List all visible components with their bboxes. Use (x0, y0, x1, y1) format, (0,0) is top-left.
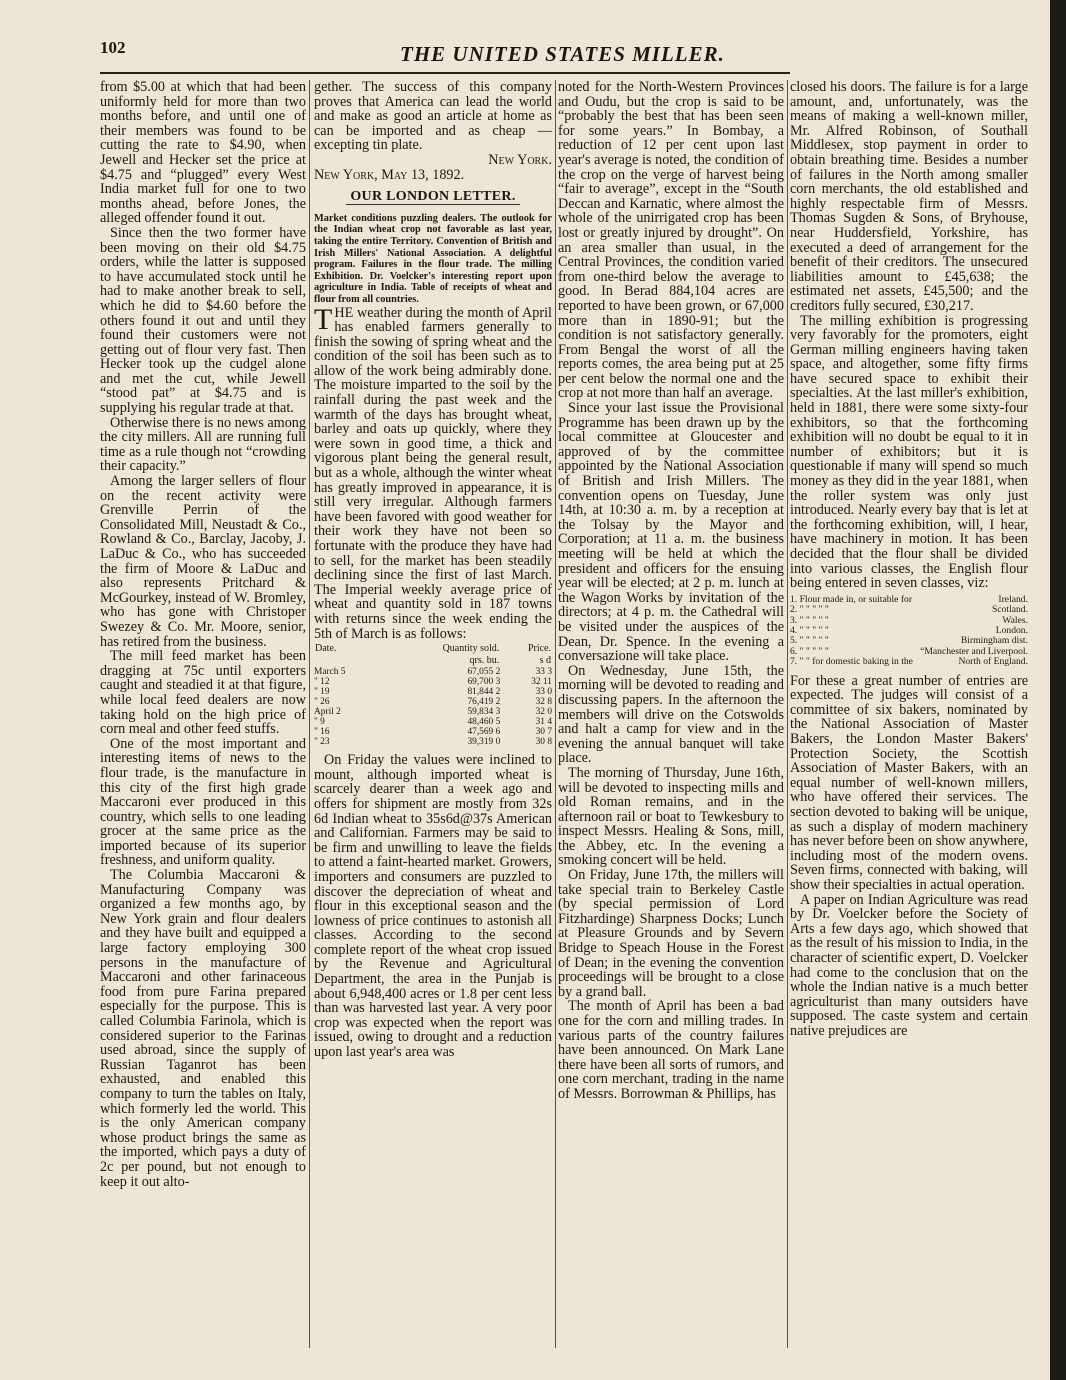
flour-class-region: “Manchester and Liverpool. (920, 645, 1028, 657)
table-header: Price. (527, 643, 551, 655)
table-row (314, 727, 552, 737)
list-item (790, 657, 1028, 667)
table-cell: 67,055 2 (467, 667, 501, 678)
column-2 (314, 80, 552, 1348)
table-row (314, 697, 552, 707)
dateline: New York, May 13, 1892. (314, 166, 465, 183)
table-cell: 76,419 2 (467, 697, 501, 708)
flour-class-label: 1. Flour made in, or suitable for (790, 593, 913, 605)
table-header: Date. (315, 643, 337, 655)
table-header-row (314, 643, 552, 655)
table-cell: 47,569 6 (467, 727, 501, 738)
paragraph: The month of April has been a bad one for the corn and milling trades. In various parts of the country failures have been announced. On Mark Lane there have been all sorts of rumors, and one corn merchant, trading in the name of Messrs. Borrowman & Phillips, has (558, 998, 784, 1102)
table-cell: 81,844 2 (467, 687, 501, 698)
flour-class-region: Ireland. (998, 593, 1028, 605)
flour-class-region: North of England. (958, 656, 1028, 668)
flour-class-label: 7. " " for domestic baking in the (790, 656, 913, 668)
flour-class-label: 4. " " " " " (790, 625, 829, 636)
page-number: 102 (100, 38, 126, 57)
table-cell: " 16 (314, 727, 330, 738)
flour-class-label: 2. " " " " " (790, 604, 829, 616)
flour-class-label: 5. " " " " " (790, 635, 829, 647)
flour-class-region: Wales. (1002, 614, 1028, 626)
table-cell: 30 8 (535, 737, 552, 748)
column-divider (555, 80, 556, 1348)
paragraph: from $5.00 at which that had been uniformly held for more than two months before, and until one of their members was found to be cutting the rate to $4.90, when Jewell and Hecker set the price at $4.75 and “plugged” every West India market full for one to two months ahead, before Jones, the alleged offender found it out. (100, 80, 306, 227)
table-cell: April 2 (314, 707, 341, 718)
signature: New York. (488, 151, 552, 168)
table-cell: March 5 (314, 667, 346, 678)
column-divider (787, 80, 788, 1348)
paragraph: For these a great number of entries are expected. The judges will consist of a committee of six bakers, nominated by the National Association of Master Bakers, the London Master Bakers' Protection Society, the Scottish Association of Master Bakers, with an equal number of well-known millers, who have offered their services. The section devoted to baking will be unique, as such a display of modern machinery has never before been on show anywhere, including most of the modern ovens. Seven firms, connected with baking, will show their specialties in actual operation. (790, 672, 1028, 893)
table-cell: 48,460 5 (467, 717, 501, 728)
article-summary: Market conditions puzzling dealers. The outlook for the Indian wheat crop not favorable as last year, taking the entire Territory. Convention of British and Irish Millers' National Association. A delightful program. Failures in the flour trade. The milling Exhibition. Dr. Voelcker's interesting report upon agriculture in India. Table of receipts of wheat and flour from all countries. (314, 212, 552, 305)
paragraph: On Friday, June 17th, the millers will take special train to Berkeley Castle (by special permission of Lord Fitzhardinge) Sharpness Docks; Lunch at Pleasure Grounds and by Severn Bridge to Speach House in the Forest of Dean; in the evening the convention proceedings will be brought to a close by a grand ball. (558, 867, 784, 1000)
article-heading-text: OUR LONDON LETTER. (346, 189, 519, 205)
paragraph: Since your last issue the Provisional Programme has been drawn up by the local committee at Gloucester and approved of by the committee appointed by the National Association of British and Irish Millers. The convention opens on Tuesday, June 14th, at 10:30 a. m. by a reception at the Tolsay by the Mayor and Corporation; at 11 a. m. the business meeting will be held at which the president and officers for the ensuing year will be elected; at 2 p. m. lunch at the Wagon Works by invitation of the directors; at 4 p. m. the Cathedral will be visited under the auspices of the Dean, Dr. Spence. In the evening a conversazione will take place. (558, 400, 784, 665)
publication-title: THE UNITED STATES MILLER. (400, 42, 725, 66)
header-rule (100, 72, 790, 74)
table-subheader: s d (539, 655, 551, 667)
page-edge-shadow (1050, 0, 1066, 1380)
table-row (314, 737, 552, 747)
flour-class-label: 3. " " " " " (790, 614, 829, 626)
paragraph: Otherwise there is no news among the city millers. All are running full time as a rule though not “crowding their capacity.” (100, 414, 306, 475)
table-cell: 39,319 0 (467, 737, 501, 748)
paragraph: Since then the two former have been moving on their old $4.75 orders, while the latter is supposed to have accumulated stock until he had to make another break to sell, which he did to $4.60 before the others found it out and until they found their customers were not getting out of flour very fast. Then Hecker took up the cudgel alone and met the cut, while Jewell “stood pat” at $4.75 and is supplying his regular trade at that. (100, 224, 306, 417)
table-subheader (314, 655, 379, 667)
table-cell: 69,700 3 (467, 677, 501, 688)
table-cell: 32 8 (535, 697, 552, 708)
paragraph: One of the most important and interesting items of news to the flour trade, is the manufacture in this city of the first high grade Maccaroni ever produced in this country, which sells to one leading grocer at the same price as the imported because of its superior freshness, and uniform quality. (100, 735, 306, 869)
table-subheader: qrs. bu. (469, 655, 500, 667)
table-cell: 31 4 (535, 717, 552, 728)
wheat-price-table (314, 643, 552, 747)
article-heading (314, 190, 552, 207)
table-cell: " 12 (314, 677, 330, 688)
table-cell: 33 0 (535, 687, 552, 698)
paragraph: closed his doors. The failure is for a large amount, and, unfortunately, was the means of making a well-known miller, Mr. Alfred Robinson, of Southall Middlesex, stop payment in order to obtain breathing time. Besides a number of failures in the North among smaller corn merchants, the old established and highly respectable firm of Messrs. Thomas Sugden & Sons, of Bryhouse, near Huddersfield, Yorkshire, has executed a deed of arrangement for the benefit of their creditors. The unsecured liabilities amount to £45,638; the estimated net assets, £45,500; and the creditors fully secured, £30,217. (790, 80, 1028, 314)
column-divider (309, 80, 310, 1348)
flour-class-region: London. (995, 625, 1028, 636)
table-header: Quantity sold. (442, 643, 500, 655)
lead-text: HE weather during the month of April has enabled farmers generally to finish the sowing of spring wheat and the condition of the soil has been such as to allow of the work being admirably done. The moisture imparted to the soil by the rainfall during the past week and the warmth of the days has brought wheat, barley and oats up quickly, where they were sown in good time, a thick and vigorous plant being the general result, but as a whole, although the winter wheat has greatly improved in appearance, it is still very irregular. Although farmers have been favored with good weather for their work they have not been so fortunate with the produce they have had to sell, for the market has been steadily declining since the first of last March. The Imperial weekly average price of wheat and quantity sold in 187 towns with returns since the week ending the 5th of March is as follows: (314, 304, 552, 642)
table-cell: 33 3 (535, 667, 552, 678)
table-cell: 32 0 (535, 707, 552, 718)
paragraph: gether. The success of this company proves that America can lead the world and make as good an article at home as can be imported and as cheap —excepting tin plate. (314, 80, 552, 154)
paragraph: noted for the North-Western Provinces and Oudu, but the crop is said to be “probably the best that has been seen for some years.” In Bombay, a reduction of 12 per cent upon last year's average is noted, the condition of the crop on the verge of harvest being “fair to average”, except in the “South Deccan and Karnatic, where almost the whole of the unirrigated crop has been lost or greatly injured by drought”. On an area smaller than usual, in the Central Provinces, the condition varied from one-third below the average to good. In Berad 884,104 acres are reported to have been grown, or 67,000 more than in 1890-91; but the condition is not satisfactory generally. From Bengal the worst of all the reports comes, the area being put at 25 per cent below the normal one and the crop at not more than half an average. (558, 80, 784, 402)
table-cell: 59,834 3 (467, 707, 501, 718)
table-row (314, 667, 552, 677)
flour-class-region: Scotland. (992, 604, 1028, 616)
paragraph: The mill feed market has been dragging at 75c until exporters caught and steadied it at that figure, while local feed dealers are now taking hold on the high price of corn meal and other feed stuffs. (100, 648, 306, 738)
flour-class-region: Birmingham dist. (960, 635, 1028, 647)
column-3 (558, 80, 784, 1348)
paragraph: Among the larger sellers of flour on the recent activity were Grenville Perrin of the Consolidated Mill, Neustadt & Co., Rowland & Co., Barclay, Jacoby, J. LaDuc & Co., who has succeeded the firm of Moore & LaDuc and also represents Pritchard & McGourkey, instead of W. Bromley, who has gone with Christoper Swezey & Co. Mr. Moore, senior, has retired from the business. (100, 473, 306, 650)
page-header (100, 36, 790, 76)
flour-class-label: 6. " " " " " (790, 645, 829, 657)
table-cell: " 19 (314, 687, 330, 698)
paragraph: On Wednesday, June 15th, the morning will be devoted to reading and discussing papers. In the afternoon the members will drive on the Cotswolds and halt a camp for view and in the evening the annual banquet will take place. (558, 662, 784, 767)
table-subheader-row (314, 655, 552, 667)
table-cell: " 9 (314, 717, 325, 728)
paragraph: The milling exhibition is progressing very favorably for the promoters, eight German milling engineers having taken space, and altogether, some fifty firms have secured space to exhibit their specialties. At the last miller's exhibition, held in 1881, there were some sixty-four exhibitors, so that the forthcoming exhibition will no doubt be equal to it in number of exhibitors; but it is questionable if many will spend so much money as they did in the year 1881, when the roller system was only just introduced. Nearly every bay that is let at the forthcoming exhibition, will, I hear, have machinery in motion. It has been decided that the flour shall be divided into various classes, the English flour being entered in seven classes, viz: (790, 312, 1028, 592)
table-row (314, 677, 552, 687)
paragraph: The Columbia Maccaroni & Manufacturing Company was organized a few months ago, by New York grain and flour dealers and they have built and equipped a large factory employing 300 persons in the manufacture of Maccaroni and other farinaceous food from pure Farina prepared especially for the purpose. This is called Columbia Farinola, which is considered superior to the Farinas used abroad, since the supply of Russian Taganrot has been exhausted, and enabled this company to turn the tables on Italy, which formerly led the world. This is the only American company whose product brings the same as the imported, which pays a duty of 2c per pound, but not enough to keep it out alto- (100, 867, 306, 1190)
flour-class-list (790, 595, 1028, 668)
table-cell: 32 11 (531, 677, 552, 688)
table-cell: " 26 (314, 697, 330, 708)
column-1 (100, 80, 306, 1348)
lead-paragraph (314, 302, 552, 642)
paragraph: A paper on Indian Agriculture was read by Dr. Voelcker before the Society of Arts a few days ago, which showed that as the result of his mission to India, in the character of scientific expert, D. Voelcker had come to the conclusion that on the whole the Indian native is a much better agriculturist than many outsiders have supposed. The caste system and certain native prejudices are (790, 891, 1028, 1039)
column-4 (790, 80, 1028, 1348)
paragraph: The morning of Thursday, June 16th, will be devoted to inspecting mills and old Roman remains, and in the afternoon rail or boat to Tewkesbury to inspect Messrs. Healing & Sons, mill, the Abbey, etc. In the evening a smoking concert will be held. (558, 764, 784, 869)
table-row (314, 707, 552, 717)
table-cell: 30 7 (535, 727, 552, 738)
drop-cap: T (314, 302, 333, 336)
table-cell: " 23 (314, 737, 330, 748)
table-row (314, 717, 552, 727)
table-row (314, 687, 552, 697)
paragraph: On Friday the values were inclined to mount, although imported wheat is scarcely dearer than a week ago and offers for shipment are mostly from 32s 6d Indian wheat to 35s6d@37s American and Californian. Farmers may be said to be firm and unwilling to leave the fields to attend a faint-hearted market. Growers, importers and consumers are puzzled to discover the depreciation of wheat and flour in this exceptional season and the lowness of price continues to astonish all classes. According to the second complete report of the wheat crop issued by the Revenue and Agricultural Department, the area in the Punjab is about 6,948,400 acres or 1.8 per cent less than was harvested last year. A very poor crop was expected when the report was issued, owing to drought and a reduction upon last year's area was (314, 752, 552, 1061)
